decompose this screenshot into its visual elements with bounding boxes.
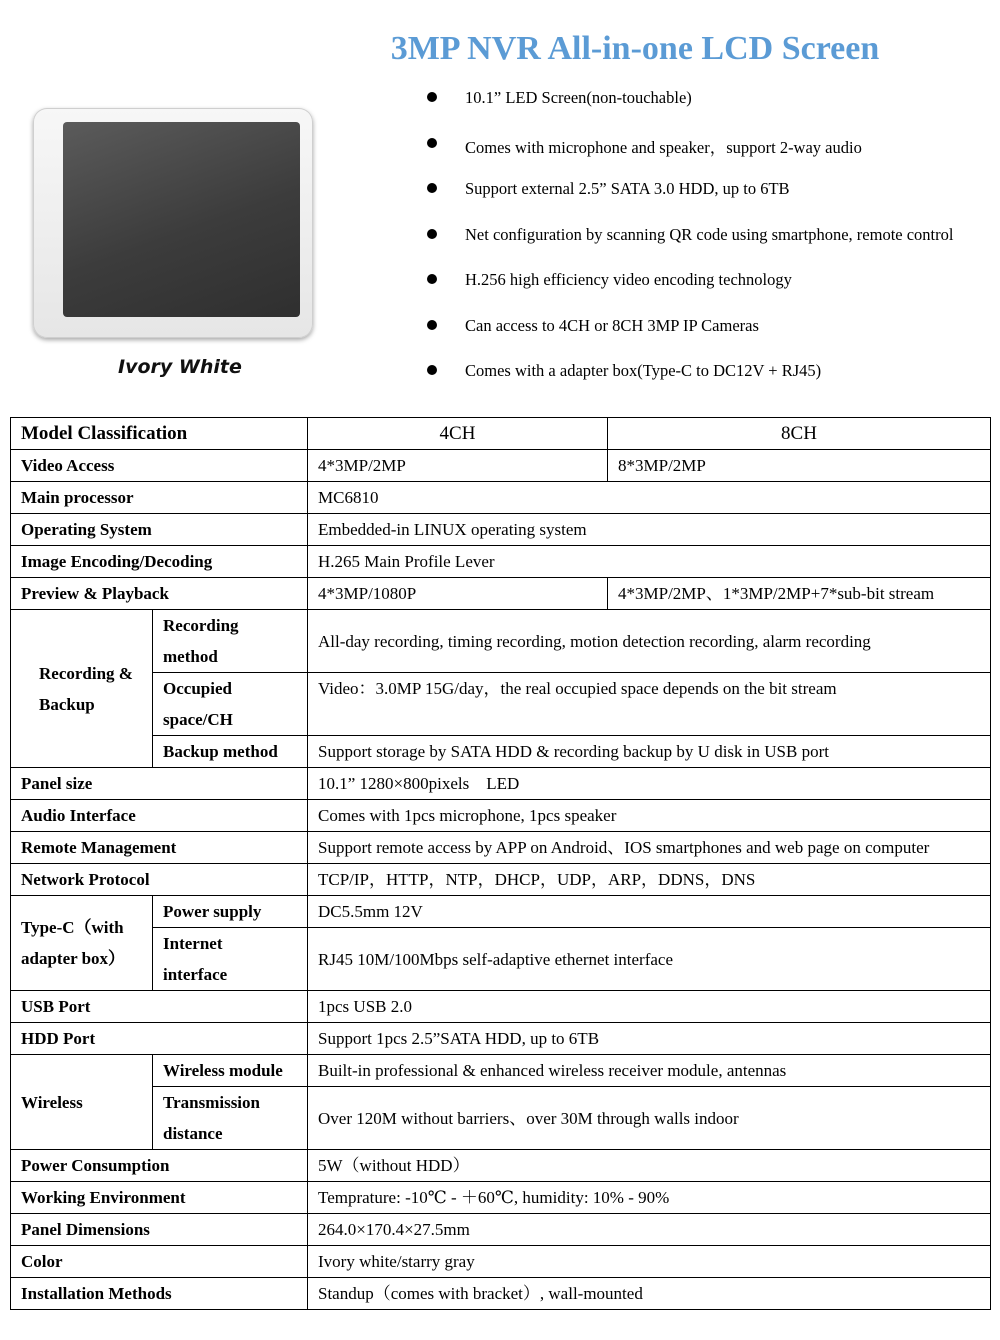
sub-label (153, 928, 308, 991)
cell-value: Support remote access by APP on Android、IOS smartphones and web page on computer (308, 832, 991, 864)
bullet-icon (427, 229, 437, 239)
cell-value: Comes with 1pcs microphone, 1pcs speaker (308, 800, 991, 832)
cell-value: 4*3MP/1080P (308, 578, 608, 610)
bullet-icon (427, 183, 437, 193)
table-row (11, 864, 991, 896)
sub-label: Power supply (153, 896, 308, 928)
table-row (11, 1182, 991, 1214)
feature-text: Comes with microphone and speaker，support 2-way audio (465, 137, 862, 157)
row-label: Panel size (11, 768, 308, 800)
cell-value: Support 1pcs 2.5”SATA HDD, up to 6TB (308, 1023, 991, 1055)
sub-label-line: Recording (163, 616, 239, 635)
feature-text: Support external 2.5” SATA 3.0 HDD, up to 6TB (465, 179, 790, 198)
sub-label (153, 610, 308, 673)
sub-label: Wireless module (153, 1055, 308, 1087)
row-group-label-line: Recording & (39, 663, 133, 683)
product-image (33, 108, 313, 338)
cell-value: DC5.5mm 12V (308, 896, 991, 928)
cell-value: RJ45 10M/100Mbps self-adaptive ethernet interface (308, 928, 991, 991)
table-row (11, 991, 991, 1023)
table-row (11, 514, 991, 546)
table-row (11, 1087, 991, 1150)
bullet-icon (427, 274, 437, 284)
page-title: 3MP NVR All-in-one LCD Screen (390, 30, 880, 67)
cell-value: 4*3MP/2MP (308, 450, 608, 482)
bullet-icon (427, 320, 437, 330)
row-group-label-line: Backup (39, 694, 95, 714)
cell-value: 8*3MP/2MP (608, 450, 991, 482)
table-row (11, 578, 991, 610)
row-label: Panel Dimensions (11, 1214, 308, 1246)
sub-label-line: distance (163, 1124, 223, 1143)
table-row (11, 1278, 991, 1310)
sub-label (153, 673, 308, 736)
table-row (11, 1150, 991, 1182)
table-row (11, 610, 991, 673)
row-group-label (11, 610, 153, 768)
sub-label-line: Transmission (163, 1093, 260, 1112)
sub-label (153, 1087, 308, 1150)
cell-value: H.265 Main Profile Lever (308, 546, 991, 578)
table-row (11, 1246, 991, 1278)
cell-value: 1pcs USB 2.0 (308, 991, 991, 1023)
row-group-label-line: Type-C（with (21, 918, 124, 937)
table-row (11, 896, 991, 928)
row-label: Preview & Playback (11, 578, 308, 610)
table-row (11, 736, 991, 768)
row-label: Audio Interface (11, 800, 308, 832)
sub-label: Backup method (153, 736, 308, 768)
cell-value: TCP/IP，HTTP，NTP，DHCP，UDP，ARP，DDNS，DNS (308, 864, 991, 896)
cell-value: 10.1” 1280×800pixels LED (308, 768, 991, 800)
row-label: Color (11, 1246, 308, 1278)
table-row (11, 673, 991, 736)
row-label: Image Encoding/Decoding (11, 546, 308, 578)
cell-value: 4*3MP/2MP、1*3MP/2MP+7*sub-bit stream (608, 578, 991, 610)
table-row (11, 546, 991, 578)
cell-value: Video：3.0MP 15G/day，the real occupied space depends on the bit stream (308, 673, 991, 736)
table-row (11, 450, 991, 482)
row-label: HDD Port (11, 1023, 308, 1055)
sub-label-line: space/CH (163, 710, 233, 729)
cell-value: Built-in professional & enhanced wireless receiver module, antennas (308, 1055, 991, 1087)
table-row (11, 1214, 991, 1246)
row-label: Operating System (11, 514, 308, 546)
row-label: Network Protocol (11, 864, 308, 896)
cell-value: 264.0×170.4×27.5mm (308, 1214, 991, 1246)
row-label: USB Port (11, 991, 308, 1023)
cell-value: MC6810 (308, 482, 991, 514)
table-row (11, 928, 991, 991)
row-group-label: Wireless (11, 1055, 153, 1150)
table-row (11, 482, 991, 514)
feature-text: Net configuration by scanning QR code using smartphone, remote control (465, 224, 954, 244)
feature-text: Comes with a adapter box(Type-C to DC12V + RJ45) (465, 361, 822, 380)
row-group-label (11, 896, 153, 991)
product-color-caption: Ivory White (118, 356, 242, 378)
row-label: Installation Methods (11, 1278, 308, 1310)
row-label: Main processor (11, 482, 308, 514)
cell-value: Temprature: -10℃ - ＋60℃, humidity: 10% - 90% (308, 1182, 991, 1214)
table-row (11, 1023, 991, 1055)
cell-value: 5W（without HDD） (308, 1150, 991, 1182)
bullet-icon (427, 92, 437, 102)
sub-label-line: Occupied (163, 679, 232, 698)
sub-label-line: method (163, 647, 218, 666)
column-header-4ch: 4CH (308, 418, 608, 450)
table-row (11, 832, 991, 864)
cell-value: Standup（comes with bracket）, wall-mounted (308, 1278, 991, 1310)
cell-value: Over 120M without barriers、over 30M through walls indoor (308, 1087, 991, 1150)
table-row (11, 1055, 991, 1087)
row-label: Power Consumption (11, 1150, 308, 1182)
table-row (11, 768, 991, 800)
column-header-8ch: 8CH (608, 418, 991, 450)
bullet-icon (427, 138, 437, 148)
feature-text: 10.1” LED Screen(non-touchable) (465, 88, 692, 107)
cell-value: Support storage by SATA HDD & recording backup by U disk in USB port (308, 736, 991, 768)
spec-table (10, 417, 991, 1310)
feature-text: H.256 high efficiency video encoding technology (465, 270, 792, 289)
cell-value: Ivory white/starry gray (308, 1246, 991, 1278)
cell-value: All-day recording, timing recording, motion detection recording, alarm recording (308, 610, 991, 673)
cell-value: Embedded-in LINUX operating system (308, 514, 991, 546)
table-row (11, 800, 991, 832)
row-label: Video Access (11, 450, 308, 482)
row-label: Model Classification (11, 418, 308, 450)
table-row (11, 418, 991, 450)
row-label: Remote Management (11, 832, 308, 864)
bullet-icon (427, 365, 437, 375)
sub-label-line: Internet (163, 934, 223, 953)
sub-label-line: interface (163, 965, 228, 984)
row-group-label-line: adapter box） (21, 949, 126, 968)
feature-text: Can access to 4CH or 8CH 3MP IP Cameras (465, 315, 759, 335)
product-screen (63, 122, 300, 317)
row-label: Working Environment (11, 1182, 308, 1214)
